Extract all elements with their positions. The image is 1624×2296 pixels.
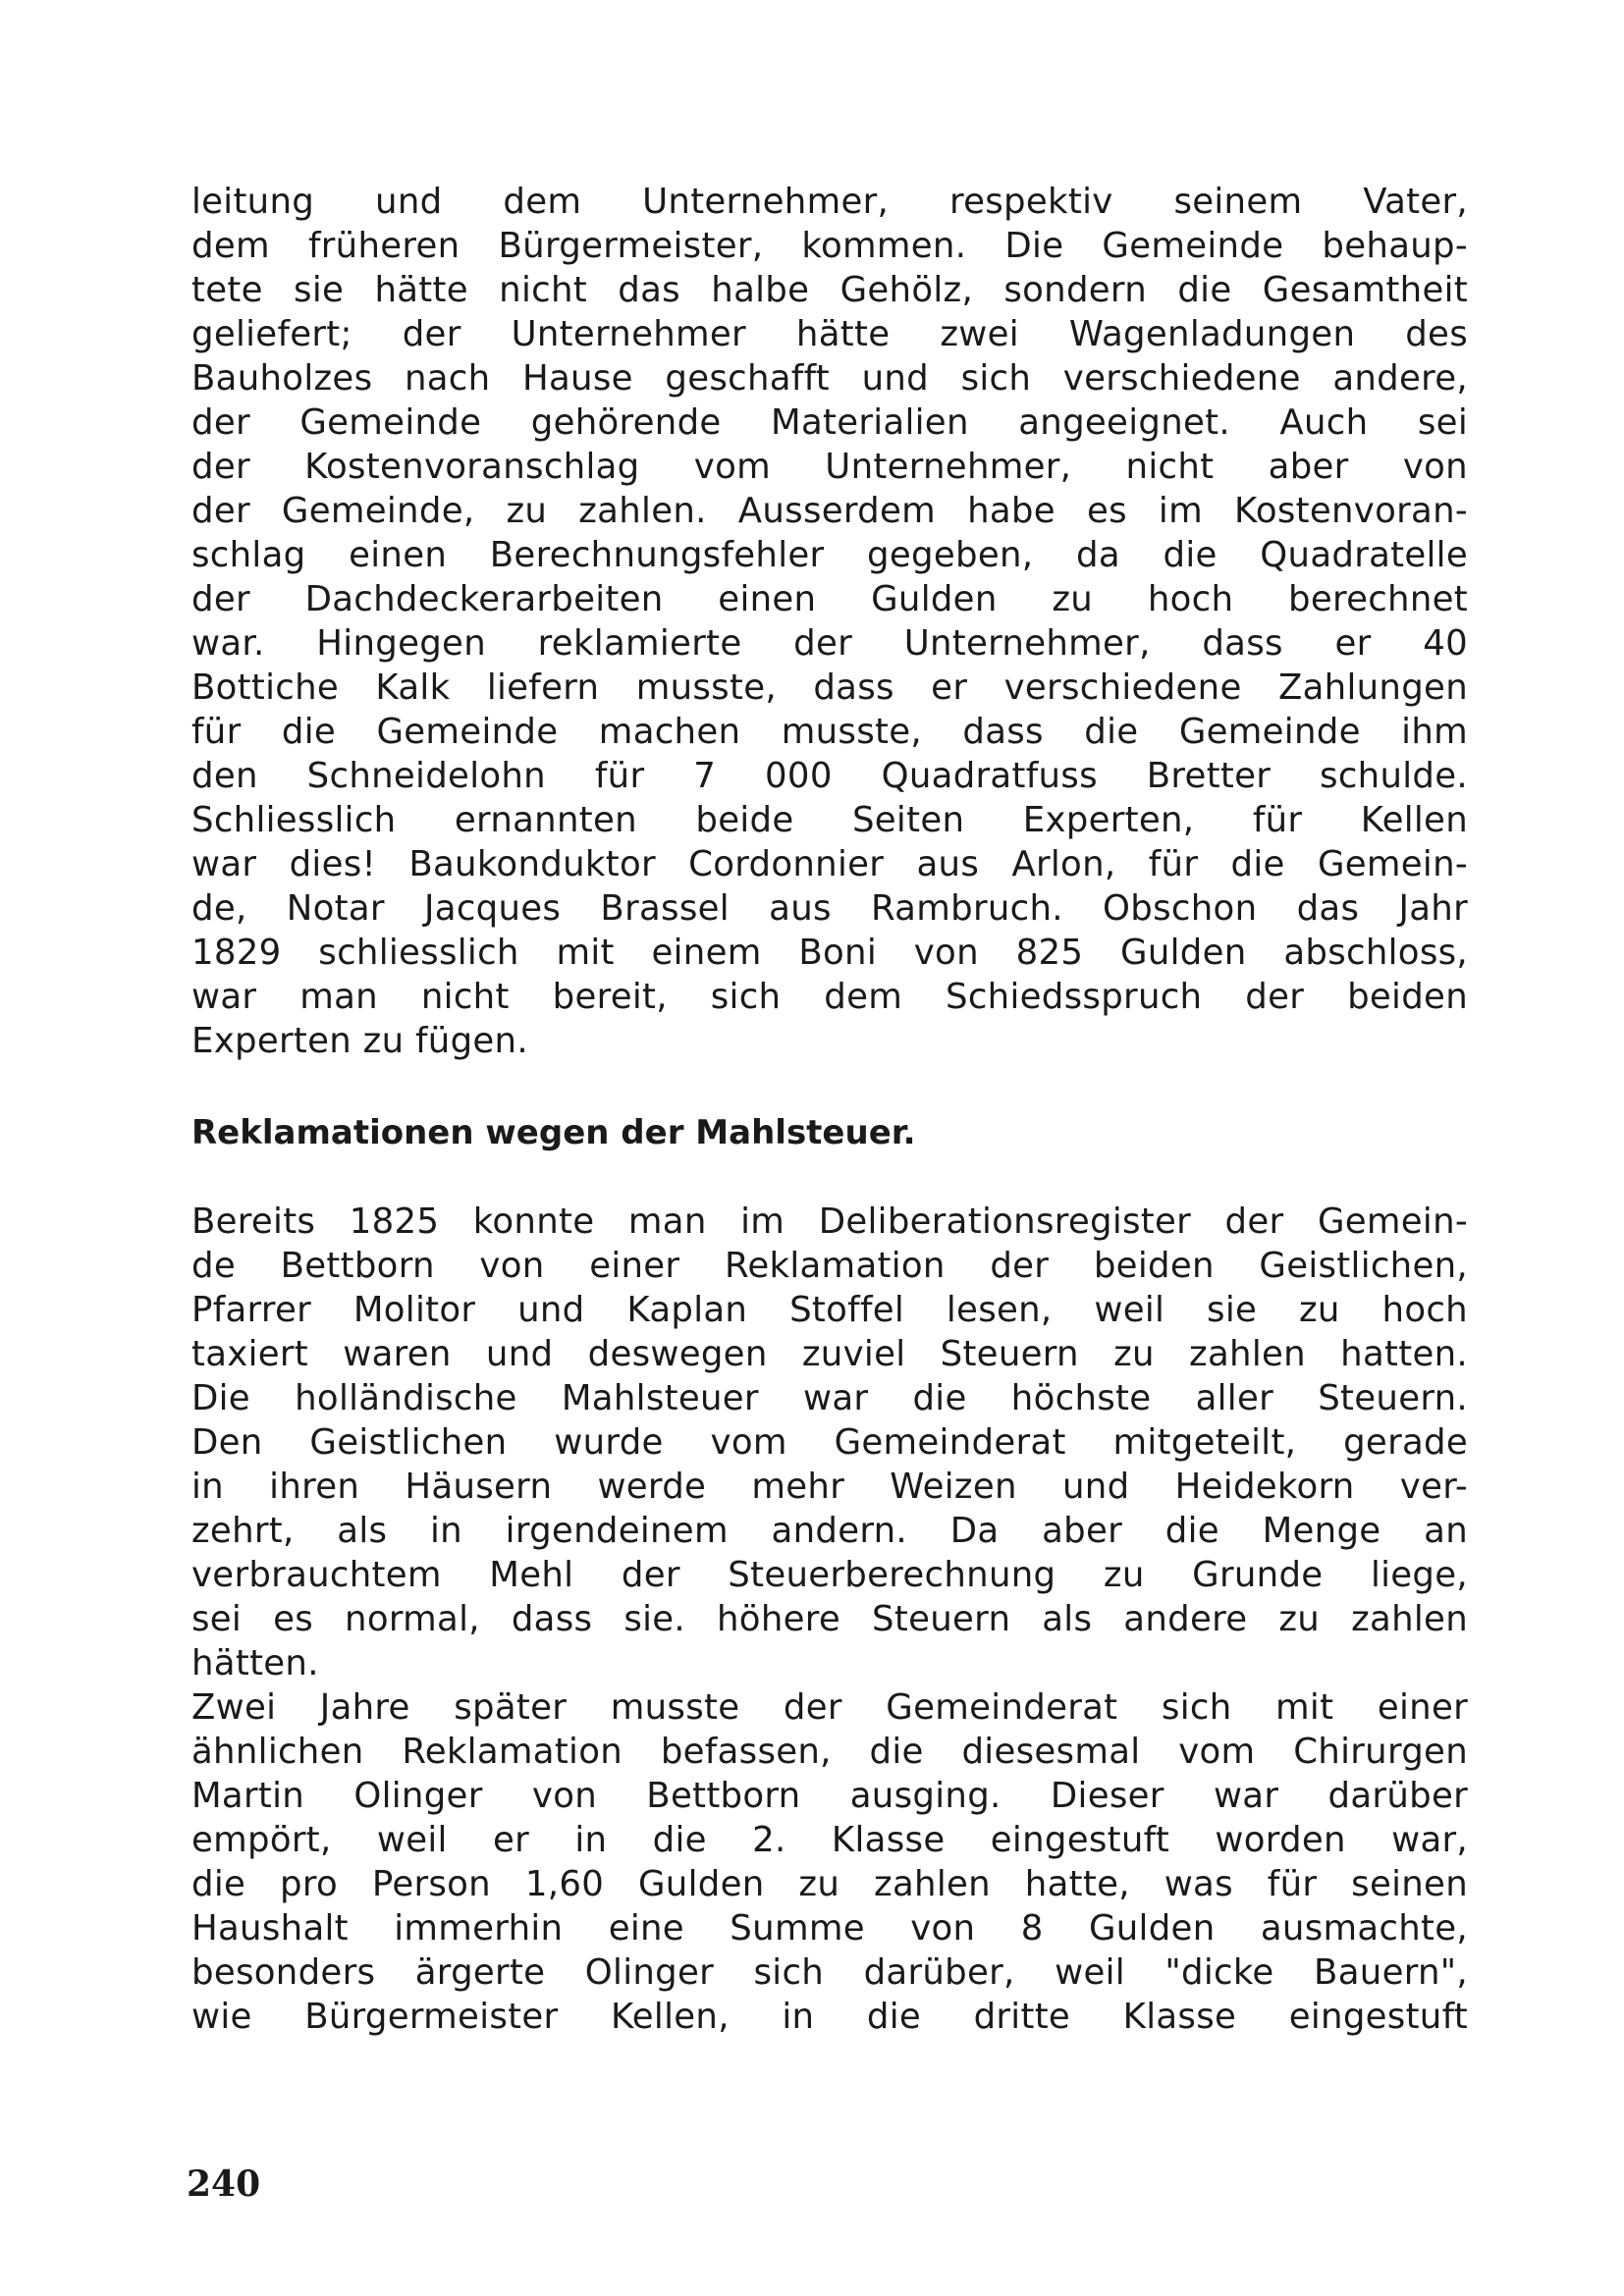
text-line: war man nicht bereit, sich dem Schiedsspruch der beiden: [191, 977, 1468, 1017]
text-line: der Gemeinde gehörende Materialien angeeignet. Auch sei: [191, 402, 1468, 443]
text-line: Bottiche Kalk liefern musste, dass er verschiedene Zahlungen: [191, 667, 1468, 708]
text-line: Martin Olinger von Bettborn ausging. Dieser war darüber: [191, 1776, 1468, 1816]
text-line: Haushalt immerhin eine Summe von 8 Gulden ausmachte,: [191, 1908, 1468, 1949]
text-line: den Schneidelohn für 7 000 Quadratfuss Bretter schulde.: [191, 756, 1468, 796]
text-line: schlag einen Berechnungsfehler gegeben, da die Quadratelle: [191, 535, 1468, 575]
text-line: war. Hingegen reklamierte der Unternehmer, dass er 40: [191, 623, 1468, 664]
text-line: war dies! Baukonduktor Cordonnier aus Arlon, für die Gemein-: [191, 844, 1468, 884]
text-line: 1829 schliesslich mit einem Boni von 825 Gulden abschloss,: [191, 933, 1468, 973]
text-line: taxiert waren und deswegen zuviel Steuern zu zahlen hatten.: [191, 1334, 1468, 1374]
text-line: der Dachdeckerarbeiten einen Gulden zu hoch berechnet: [191, 579, 1468, 619]
text-line: de Bettborn von einer Reklamation der beiden Geistlichen,: [191, 1246, 1468, 1286]
text-line: Die holländische Mahlsteuer war die höchste aller Steuern.: [191, 1378, 1468, 1418]
body-paragraph-1: [191, 180, 1468, 1063]
text-line: geliefert; der Unternehmer hätte zwei Wagenladungen des: [191, 314, 1468, 354]
text-line: Bauholzes nach Hause geschafft und sich verschiedene andere,: [191, 358, 1468, 399]
text-line: in ihren Häusern werde mehr Weizen und Heidekorn ver-: [191, 1467, 1468, 1507]
text-line: dem früheren Bürgermeister, kommen. Die Gemeinde behaup-: [191, 226, 1468, 266]
text-line: Den Geistlichen wurde vom Gemeinderat mitgeteilt, gerade: [191, 1422, 1468, 1463]
text-line: die pro Person 1,60 Gulden zu zahlen hatte, was für seinen: [191, 1864, 1468, 1904]
text-line: wie Bürgermeister Kellen, in die dritte Klasse eingestuft: [191, 1997, 1468, 2037]
section-heading: Reklamationen wegen der Mahlsteuer.: [191, 1113, 916, 1152]
text-line: ähnlichen Reklamation befassen, die diesesmal vom Chirurgen: [191, 1732, 1468, 1772]
text-line: Zwei Jahre später musste der Gemeinderat sich mit einer: [191, 1687, 1468, 1728]
text-line: Experten zu fügen.: [191, 1021, 528, 1061]
text-line: leitung und dem Unternehmer, respektiv seinem Vater,: [191, 182, 1468, 222]
text-line: empört, weil er in die 2. Klasse eingestuft worden war,: [191, 1820, 1468, 1860]
text-line: für die Gemeinde machen musste, dass die Gemeinde ihm: [191, 712, 1468, 752]
text-line: der Kostenvoranschlag vom Unternehmer, nicht aber von: [191, 447, 1468, 487]
text-line: de, Notar Jacques Brassel aus Rambruch. Obschon das Jahr: [191, 888, 1468, 929]
text-line: verbrauchtem Mehl der Steuerberechnung zu Grunde liege,: [191, 1555, 1468, 1595]
text-line: sei es normal, dass sie. höhere Steuern als andere zu zahlen: [191, 1599, 1468, 1639]
text-line: hätten.: [191, 1643, 319, 1683]
text-line: zehrt, als in irgendeinem andern. Da aber die Menge an: [191, 1511, 1468, 1551]
text-line: Schliesslich ernannten beide Seiten Experten, für Kellen: [191, 800, 1468, 840]
text-line: der Gemeinde, zu zahlen. Ausserdem habe es im Kostenvoran-: [191, 491, 1468, 531]
body-paragraph-2: [191, 1200, 1468, 2039]
text-line: tete sie hätte nicht das halbe Gehölz, sondern die Gesamtheit: [191, 270, 1468, 310]
text-line: Pfarrer Molitor und Kaplan Stoffel lesen, weil sie zu hoch: [191, 1290, 1468, 1330]
page-number: 240: [187, 2163, 261, 2205]
text-line: besonders ärgerte Olinger sich darüber, weil "dicke Bauern",: [191, 1952, 1468, 1993]
text-line: Bereits 1825 konnte man im Deliberationsregister der Gemein-: [191, 1201, 1468, 1242]
